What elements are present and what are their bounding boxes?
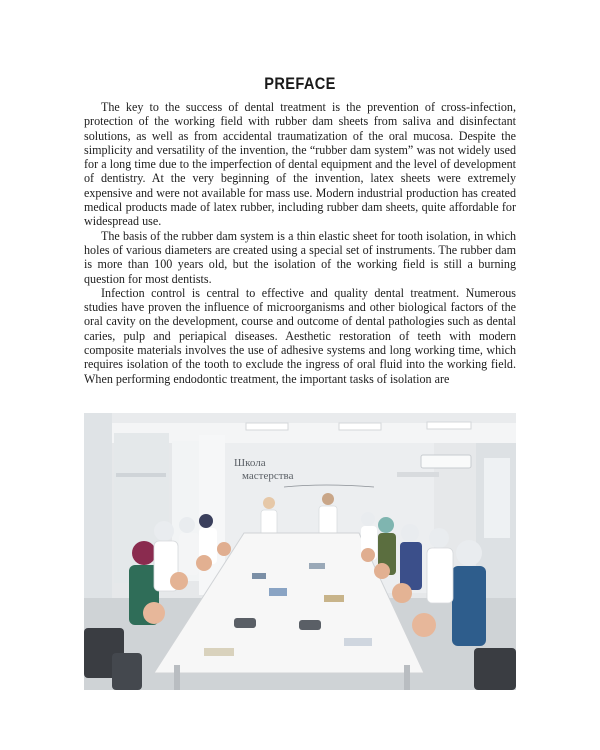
paragraph-2: The basis of the rubber dam system is a thin elastic sheet for tooth isolation, in which holes of various diameters are created using a special set of instruments. The rubber dam is more than 100 years old, but the isolation of the working field is still a burning question for most dentists. <box>84 228 516 286</box>
paragraph-3: Infection control is central to effective and quality dental treatment. Numerous studies have proven the influence of microorganisms and other biological factors of the oral cavity on the development, course and outcome of dental pathologies such as dental caries, pulp and periapical diseases. Aesthetic restoration of teeth with modern composite materials involves the use of adhesive systems and long working time, which requires isolation of the tooth to exclude the ingress of oral fluid into the working field. When performing endodontic treatment, the important tasks of isolation are <box>84 285 516 386</box>
wall-sign-text-1: Школа <box>234 457 266 469</box>
classroom-photo <box>84 413 516 690</box>
paragraph-1: The key to the success of dental treatment is the prevention of cross-infection, protection of the working field with rubber dam sheets from saliva and disinfectant solutions, as well as from accidental traumatization of the oral mucosa. Despite the simplicity and versatility of the invention, the “rubber dam system” was not widely used for a long time due to the imperfection of dental equipment and the level of development of dentistry. At the very beginning of the invention, latex sheets were extremely expensive and were not available for mass use. Modern industrial production has created medical products made of latex rubber, including rubber dam sheets, quite affordable for widespread use. <box>84 100 516 229</box>
page-title: PREFACE <box>264 74 336 93</box>
wall-sign-text-2: мастерства <box>242 470 294 482</box>
body-text <box>84 100 516 386</box>
